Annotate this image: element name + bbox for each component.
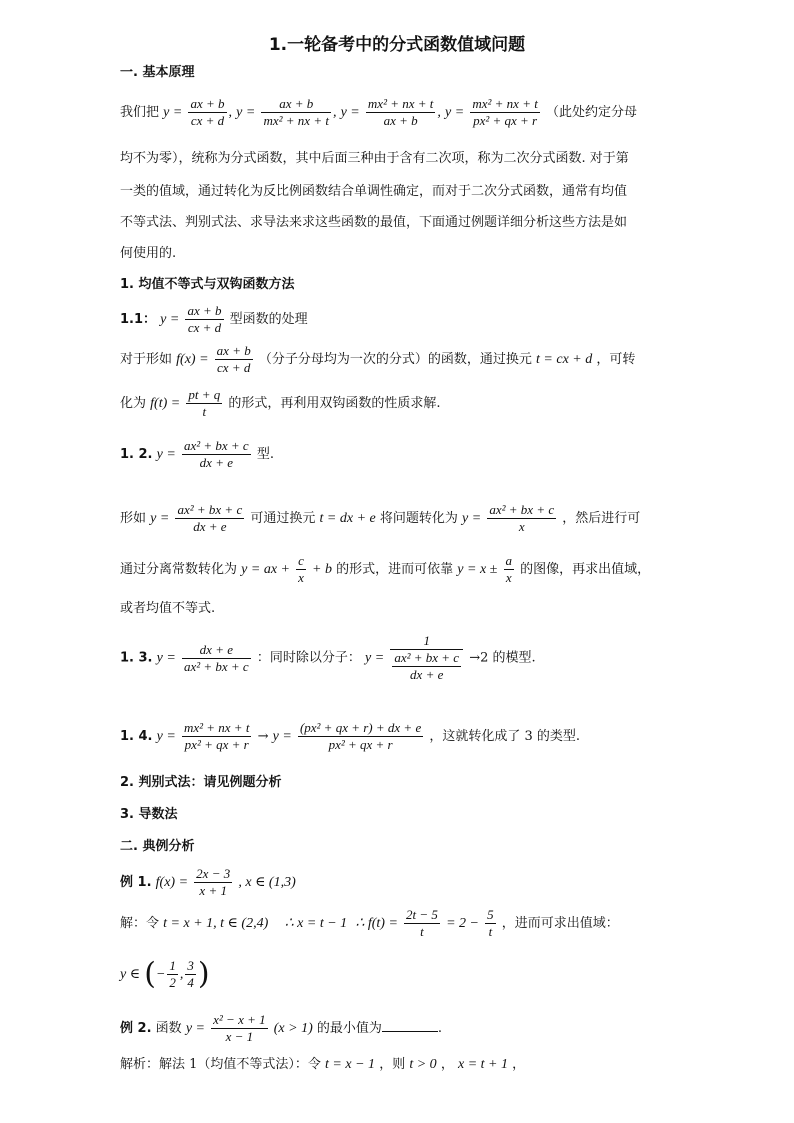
- fraction-three-quarters: $\frac{3}{4}$: [187, 958, 194, 990]
- fraction-1-1: $\frac{ax + b}{cx + d}$: [187, 303, 222, 335]
- paragraph-definitions-line2: 均不为零），统称为分式函数，其中后面三种由于含有二次项，称为二次分式函数. 对于第: [120, 151, 629, 166]
- subsection-1-1-paragraph-line2: 化为 f(t) = $\frac{pt + q}{t}$ 的形式，再利用双钩函数的性质求解.: [120, 387, 441, 419]
- fraction-linear-linear: $\frac{ax + b}{cx + d}$: [190, 96, 225, 128]
- fraction-1-2: $\frac{\text{ax² + bx + c}}{dx + e}$: [183, 438, 249, 470]
- fraction-quadratic-linear: $\frac{\text{mx² + nx + t}}{ax + b}$: [367, 96, 434, 128]
- fraction-solution-1: $\frac{2t - 5}{t}$: [406, 907, 438, 939]
- fraction-one-over-fraction: $\frac{1}{\frac{\text{ax² + bx + c}}{dx + e}}$: [390, 633, 463, 683]
- arrow-icon: →: [469, 650, 481, 666]
- section-heading-examples: 二. 典例分析: [120, 839, 195, 854]
- paragraph-definitions-line4: 不等式法、判别式法、求导法来求这些函数的最值，下面通过例题详细分析这些方法是如: [120, 215, 628, 230]
- example-1-solution: 解：令 t = x + 1, t ∈ (2,4) ∴ x = t − 1 ∴ f(t) = $\frac{2t - 5}{t}$ = 2 − $\frac{5}{t}$ ，进而可求出值域：: [120, 907, 619, 939]
- fraction-linear-quadratic: $\frac{ax + b}{\text{mx² + nx + t}}$: [263, 96, 329, 128]
- example-1-answer: y ∈ (− $\frac{1}{2}$ , $\frac{3}{4}$ ): [120, 956, 210, 992]
- fraction-1-1-p1: $\frac{ax + b}{cx + d}$: [216, 343, 251, 375]
- arrow-icon: →: [257, 729, 269, 744]
- fraction-1-3: $\frac{dx + e}{\text{ax² + bx + c}}$: [183, 641, 249, 674]
- fraction-1-4-converted: $\frac{\text{(px² + qx + r) + dx + e}}{\text{px² + qx + r}}$: [299, 720, 422, 752]
- method1-heading: 1. 均值不等式与双钩函数方法: [120, 277, 295, 292]
- fraction-1-4: $\frac{\text{mx² + nx + t}}{\text{px² + qx + r}}$: [183, 720, 250, 752]
- subsection-1-2-heading: 1. 2. y = $\frac{\text{ax² + bx + c}}{dx + e}$ 型.: [120, 438, 274, 470]
- subsection-1-2-paragraph-line2: 通过分离常数转化为 y = ax + $\frac{c}{x}$ + b 的形式，进而可依靠 y = x ± $\frac{a}{x}$ 的图像，再求出值域，: [120, 553, 651, 585]
- fraction-1-2-p1: $\frac{\text{ax² + bx + c}}{dx + e}$: [177, 502, 243, 534]
- example-1: 例 1. f(x) = $\frac{2x - 3}{x + 1}$ , x ∈ (1,3): [120, 866, 296, 898]
- example-2-solution: 解析：解法 1（均值不等式法）：令 t = x − 1 ，则 t > 0 ， x = t + 1 ，: [120, 1057, 526, 1072]
- fraction-a-over-x: $\frac{a}{x}$: [505, 553, 512, 585]
- subsection-1-1-paragraph-line1: 对于形如 f(x) = $\frac{ax + b}{cx + d}$ （分子分母均为一次的分式）的函数，通过换元 t = cx + d ，可转: [120, 343, 636, 375]
- fraction-example-2: $\frac{\text{x² − x + 1}}{x - 1}$: [213, 1012, 266, 1044]
- subsection-1-1-heading: 1.1： y = $\frac{ax + b}{cx + d}$ 型函数的处理: [120, 303, 308, 335]
- fraction-5-over-t: $\frac{5}{t}$: [487, 907, 494, 939]
- paragraph-definitions-line1: 我们把 y = $\frac{ax + b}{cx + d}$ , y = $\frac{ax + b}{\text{mx² + nx + t}}$ , y = $\frac{\text{mx² + nx + t}}{ax + b}$ , y = $\frac{\text{mx² + nx + t}}{\text{px² + qx + r}}$ （此处约定分母: [120, 96, 637, 128]
- paragraph-definitions-line3: 一类的值域，通过转化为反比例函数结合单调性确定，而对于二次分式函数，通常有均值: [120, 184, 628, 199]
- fraction-example-1: $\frac{2x - 3}{x + 1}$: [196, 866, 231, 898]
- method3-heading: 3. 导数法: [120, 807, 178, 822]
- subsection-1-2-paragraph-line1: 形如 y = $\frac{\text{ax² + bx + c}}{dx + e}$ 可通过换元 t = dx + e 将问题转化为 y = $\frac{\text{ax² + bx + c}}{x}$ ，然后进行可: [120, 502, 641, 534]
- fraction-minus-half: $\frac{1}{2}$: [169, 958, 176, 990]
- subsection-1-2-paragraph-line3: 或者均值不等式.: [120, 601, 216, 616]
- document-title: 1.一轮备考中的分式函数值域问题: [268, 35, 526, 55]
- method2-heading: 2. 判别式法：请见例题分析: [120, 775, 282, 790]
- fraction-c-over-x: $\frac{c}{x}$: [298, 553, 304, 585]
- fraction-pt-q-over-t: $\frac{pt + q}{t}$: [188, 387, 221, 419]
- subsection-1-3: 1. 3. y = $\frac{dx + e}{\text{ax² + bx + c}}$ ：同时除以分子： y = $\frac{1}{\frac{\text{ax² + bx + c}}{dx + e}}$ →2 的模型.: [120, 633, 536, 682]
- fraction-1-2-converted: $\frac{\text{ax² + bx + c}}{x}$: [489, 502, 555, 534]
- subsection-1-4: 1. 4. y = $\frac{\text{mx² + nx + t}}{\text{px² + qx + r}}$ → y = $\frac{\text{(px² + qx + r) + dx + e}}{\text{px² + qx + r}}$ ，这就转化成了 3 的类型.: [120, 720, 581, 752]
- answer-blank: [382, 1019, 438, 1032]
- section-heading-basic-principles: 一. 基本原理: [120, 65, 195, 80]
- paragraph-definitions-line5: 何使用的.: [120, 246, 177, 261]
- example-2: 例 2. 函数 y = $\frac{\text{x² − x + 1}}{x - 1}$ (x > 1) 的最小值为 .: [120, 1012, 443, 1044]
- fraction-quadratic-quadratic: $\frac{\text{mx² + nx + t}}{\text{px² + qx + r}}$: [472, 96, 538, 128]
